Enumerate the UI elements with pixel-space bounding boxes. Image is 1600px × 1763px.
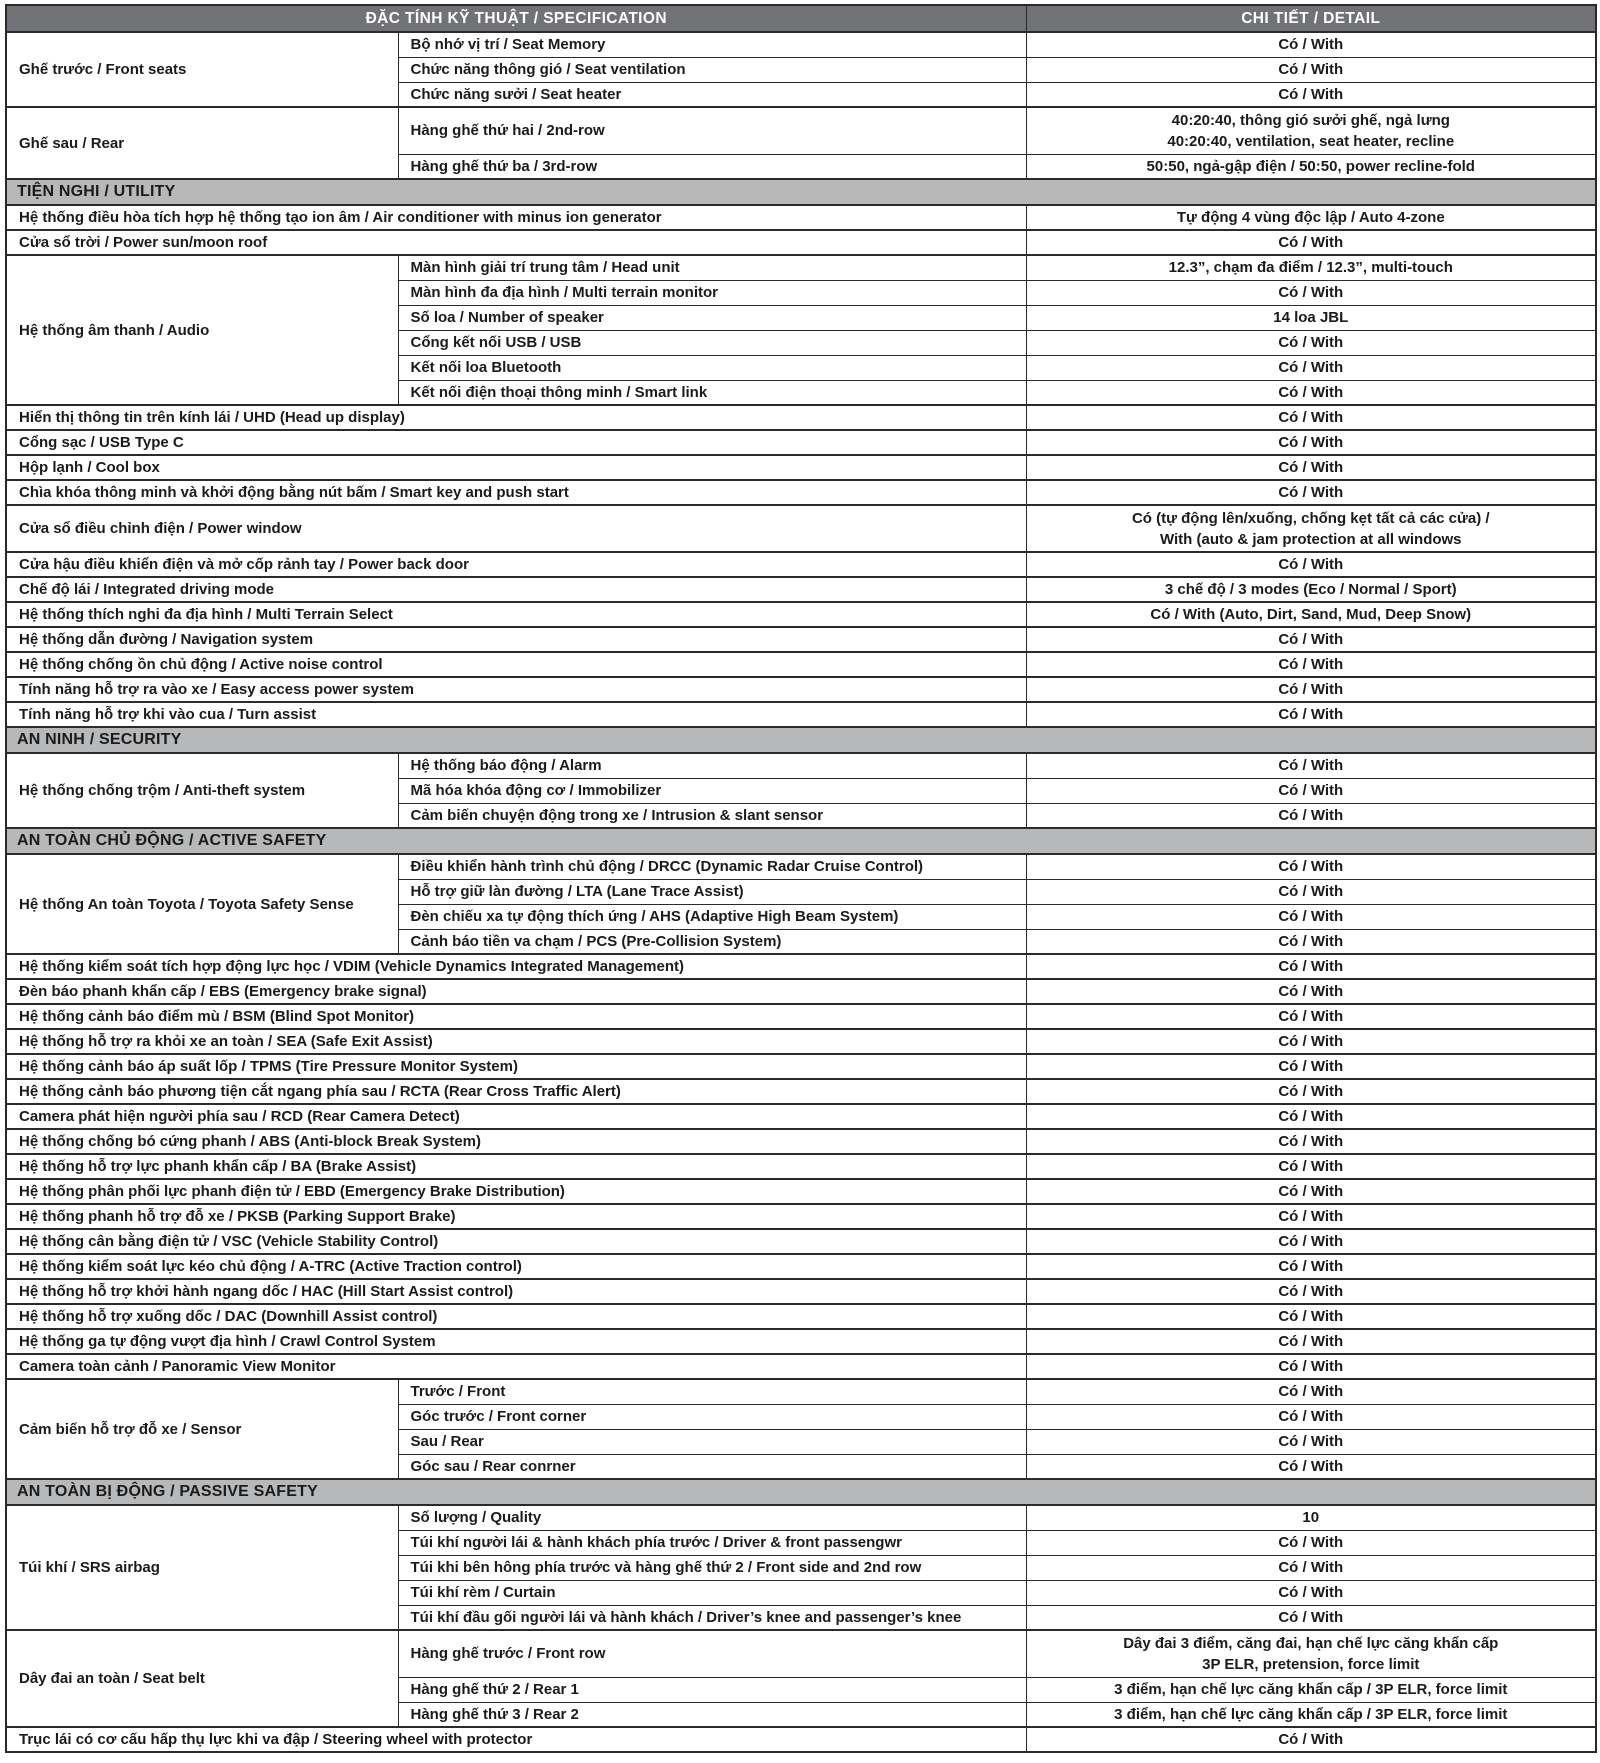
feature-item-cell: Hỗ trợ giữ làn đường / LTA (Lane Trace Assist)	[398, 879, 1026, 904]
table-row	[6, 430, 1596, 455]
detail-line: Có / With	[1278, 459, 1344, 476]
feature-item-cell: Kết nối loa Bluetooth	[398, 355, 1026, 380]
detail-cell	[1026, 979, 1596, 1004]
table-row	[6, 255, 1596, 280]
detail-cell	[1026, 1505, 1596, 1530]
table-row	[6, 107, 1596, 154]
detail-cell	[1026, 82, 1596, 107]
feature-label-cell: Trục lái có cơ cấu hấp thụ lực khi va đập / Steering wheel with protector	[6, 1727, 1026, 1752]
detail-cell	[1026, 1677, 1596, 1702]
detail-cell	[1026, 1530, 1596, 1555]
detail-cell	[1026, 32, 1596, 57]
feature-label-cell: Hệ thống kiểm soát lực kéo chủ động / A-TRC (Active Traction control)	[6, 1254, 1026, 1279]
detail-cell	[1026, 1204, 1596, 1229]
detail-line: Có / With	[1278, 359, 1344, 376]
detail-line: Có / With	[1278, 908, 1344, 925]
detail-line: Có / With	[1278, 284, 1344, 301]
detail-cell	[1026, 1279, 1596, 1304]
table-row	[6, 954, 1596, 979]
feature-label-cell: Hệ thống phanh hỗ trợ đỗ xe / PKSB (Parking Support Brake)	[6, 1204, 1026, 1229]
table-row	[6, 455, 1596, 480]
section-title: AN NINH / SECURITY	[6, 727, 1596, 753]
feature-item-cell: Số lượng / Quality	[398, 1505, 1026, 1530]
detail-cell	[1026, 1379, 1596, 1404]
feature-label-cell: Hộp lạnh / Cool box	[6, 455, 1026, 480]
detail-line: 14 loa JBL	[1273, 309, 1349, 326]
detail-cell	[1026, 205, 1596, 230]
detail-cell	[1026, 230, 1596, 255]
table-row	[6, 753, 1596, 778]
feature-item-cell: Chức năng sưởi / Seat heater	[398, 82, 1026, 107]
feature-item-cell: Màn hình giải trí trung tâm / Head unit	[398, 255, 1026, 280]
detail-line: Có / With	[1278, 409, 1344, 426]
table-row	[6, 1054, 1596, 1079]
table-row	[6, 1505, 1596, 1530]
detail-line: Có / With	[1278, 806, 1344, 824]
detail-cell	[1026, 107, 1596, 154]
feature-label-cell: Hệ thống cảnh báo phương tiện cắt ngang phía sau / RCTA (Rear Cross Traffic Alert)	[6, 1079, 1026, 1104]
detail-line: Có / With	[1278, 631, 1344, 648]
table-row	[6, 1229, 1596, 1254]
detail-cell	[1026, 505, 1596, 552]
table-body	[6, 32, 1596, 1752]
feature-label-cell: Đèn báo phanh khẩn cấp / EBS (Emergency brake signal)	[6, 979, 1026, 1004]
table-row	[6, 230, 1596, 255]
detail-cell	[1026, 1129, 1596, 1154]
feature-label-cell: Chế độ lái / Integrated driving mode	[6, 577, 1026, 602]
table-row	[6, 1029, 1596, 1054]
feature-group-cell: Hệ thống An toàn Toyota / Toyota Safety Sense	[6, 854, 398, 954]
feature-item-cell: Hàng ghế thứ 3 / Rear 2	[398, 1702, 1026, 1727]
specification-table	[5, 4, 1597, 1753]
feature-label-cell: Hệ thống chống ồn chủ động / Active noise control	[6, 652, 1026, 677]
detail-cell	[1026, 1004, 1596, 1029]
table-row	[6, 1329, 1596, 1354]
detail-cell	[1026, 627, 1596, 652]
detail-cell	[1026, 1304, 1596, 1329]
table-row	[6, 1379, 1596, 1404]
detail-cell	[1026, 1404, 1596, 1429]
detail-line: Có / With (Auto, Dirt, Sand, Mud, Deep Snow)	[1150, 606, 1472, 623]
detail-cell	[1026, 1429, 1596, 1454]
detail-cell	[1026, 1329, 1596, 1354]
detail-line: 3 điểm, hạn chế lực căng khẩn cấp / 3P ELR, force limit	[1114, 1681, 1508, 1698]
table-row	[6, 1104, 1596, 1129]
detail-cell	[1026, 280, 1596, 305]
feature-item-cell: Cổng kết nối USB / USB	[398, 330, 1026, 355]
feature-label-cell: Hệ thống hỗ trợ ra khỏi xe an toàn / SEA (Safe Exit Assist)	[6, 1029, 1026, 1054]
feature-group-cell: Ghế sau / Rear	[6, 107, 398, 179]
detail-cell	[1026, 552, 1596, 577]
table-row	[6, 627, 1596, 652]
detail-line: Có / With	[1278, 234, 1344, 251]
detail-line: Có / With	[1278, 1584, 1344, 1601]
detail-line: Có / With	[1278, 1208, 1344, 1225]
feature-label-cell: Hệ thống dẫn đường / Navigation system	[6, 627, 1026, 652]
table-row	[6, 979, 1596, 1004]
detail-cell	[1026, 1580, 1596, 1605]
detail-cell	[1026, 1054, 1596, 1079]
feature-label-cell: Cửa hậu điều khiển điện và mở cốp rảnh tay / Power back door	[6, 552, 1026, 577]
detail-line: Có / With	[1278, 434, 1344, 451]
detail-line: 12.3”, chạm đa điểm / 12.3”, multi-touch	[1168, 259, 1453, 277]
feature-item-cell: Kết nối điện thoại thông minh / Smart link	[398, 380, 1026, 405]
detail-cell	[1026, 1354, 1596, 1379]
feature-label-cell: Hệ thống cảnh báo áp suất lốp / TPMS (Tire Pressure Monitor System)	[6, 1054, 1026, 1079]
detail-line: Có / With	[1278, 1083, 1344, 1100]
detail-line: Có / With	[1278, 556, 1344, 573]
detail-cell	[1026, 929, 1596, 954]
detail-cell	[1026, 1254, 1596, 1279]
detail-cell	[1026, 455, 1596, 480]
detail-line: 10	[1302, 1509, 1320, 1527]
detail-line: Có / With	[1278, 1731, 1344, 1748]
table-row	[6, 1204, 1596, 1229]
feature-group-cell: Dây đai an toàn / Seat belt	[6, 1630, 398, 1727]
detail-line: Có / With	[1278, 983, 1344, 1000]
detail-cell	[1026, 255, 1596, 280]
detail-line: Có / With	[1278, 1283, 1344, 1300]
detail-line: Có / With	[1278, 1158, 1344, 1175]
detail-cell	[1026, 677, 1596, 702]
detail-line: Có / With	[1278, 858, 1344, 876]
detail-line: 40:20:40, ventilation, seat heater, recline	[1167, 132, 1455, 150]
detail-line: Có / With	[1278, 1308, 1344, 1325]
detail-line: 50:50, ngả-gập điện / 50:50, power recline-fold	[1146, 157, 1475, 175]
detail-cell	[1026, 879, 1596, 904]
feature-item-cell: Túi khí đầu gối người lái và hành khách / Driver’s knee and passenger’s knee	[398, 1605, 1026, 1630]
spec-header-cell: ĐẶC TÍNH KỸ THUẬT / SPECIFICATION	[6, 5, 1026, 32]
feature-label-cell: Cửa sổ điều chỉnh điện / Power window	[6, 505, 1026, 552]
detail-line: With (auto & jam protection at all windows	[1159, 530, 1462, 548]
feature-label-cell: Hệ thống hỗ trợ xuống dốc / DAC (Downhill Assist control)	[6, 1304, 1026, 1329]
detail-line: Có / With	[1278, 883, 1344, 900]
detail-cell	[1026, 154, 1596, 179]
table-header	[6, 5, 1596, 32]
feature-label-cell: Hệ thống điều hòa tích hợp hệ thống tạo ion âm / Air conditioner with minus ion generator	[6, 205, 1026, 230]
table-row	[6, 1179, 1596, 1204]
feature-label-cell: Hệ thống chống bó cứng phanh / ABS (Anti-block Break System)	[6, 1129, 1026, 1154]
feature-label-cell: Hệ thống phân phối lực phanh điện tử / EBD (Emergency Brake Distribution)	[6, 1179, 1026, 1204]
feature-label-cell: Hệ thống kiểm soát tích hợp động lực học / VDIM (Vehicle Dynamics Integrated Management)	[6, 954, 1026, 979]
detail-cell	[1026, 355, 1596, 380]
feature-item-cell: Hệ thống báo động / Alarm	[398, 753, 1026, 778]
feature-item-cell: Mã hóa khóa động cơ / Immobilizer	[398, 778, 1026, 803]
table-row	[6, 702, 1596, 727]
detail-cell	[1026, 1179, 1596, 1204]
detail-line: Có / With	[1278, 1608, 1344, 1626]
detail-cell	[1026, 1079, 1596, 1104]
section-title: AN TOÀN BỊ ĐỘNG / PASSIVE SAFETY	[6, 1479, 1596, 1505]
detail-line: 40:20:40, thông gió sưởi ghế, ngả lưng	[1171, 111, 1450, 129]
section-row	[6, 179, 1596, 205]
table-row	[6, 552, 1596, 577]
table-row	[6, 1154, 1596, 1179]
table-row	[6, 405, 1596, 430]
feature-item-cell: Cảm biến chuyện động trong xe / Intrusion & slant sensor	[398, 803, 1026, 828]
table-row	[6, 677, 1596, 702]
detail-line: Có / With	[1278, 383, 1344, 401]
detail-line: Tự động 4 vùng độc lập / Auto 4-zone	[1176, 209, 1445, 226]
feature-label-cell: Cửa sổ trời / Power sun/moon roof	[6, 230, 1026, 255]
feature-group-cell: Ghế trước / Front seats	[6, 32, 398, 107]
detail-line: Có / With	[1278, 334, 1344, 351]
detail-cell	[1026, 480, 1596, 505]
feature-item-cell: Màn hình đa địa hình / Multi terrain monitor	[398, 280, 1026, 305]
table-row	[6, 602, 1596, 627]
feature-label-cell: Hệ thống ga tự động vượt địa hình / Crawl Control System	[6, 1329, 1026, 1354]
detail-cell	[1026, 1605, 1596, 1630]
feature-item-cell: Cảnh báo tiền va chạm / PCS (Pre-Collision System)	[398, 929, 1026, 954]
detail-cell	[1026, 803, 1596, 828]
detail-line: 3 điểm, hạn chế lực căng khẩn cấp / 3P ELR, force limit	[1114, 1705, 1508, 1723]
feature-label-cell: Hệ thống cảnh báo điểm mù / BSM (Blind Spot Monitor)	[6, 1004, 1026, 1029]
detail-line: Có / With	[1278, 1534, 1344, 1551]
detail-cell	[1026, 57, 1596, 82]
table-row	[6, 32, 1596, 57]
table-row	[6, 577, 1596, 602]
feature-label-cell: Chìa khóa thông minh và khởi động bằng nút bấm / Smart key and push start	[6, 480, 1026, 505]
table-row	[6, 1354, 1596, 1379]
detail-cell	[1026, 904, 1596, 929]
detail-line: Có / With	[1278, 36, 1344, 54]
feature-label-cell: Hệ thống cân bằng điện tử / VSC (Vehicle Stability Control)	[6, 1229, 1026, 1254]
feature-item-cell: Túi khi bên hông phía trước và hàng ghế thứ 2 / Front side and 2nd row	[398, 1555, 1026, 1580]
detail-line: Có (tự động lên/xuống, chống kẹt tất cả các cửa) /	[1131, 509, 1490, 527]
feature-label-cell: Camera phát hiện người phía sau / RCD (Rear Camera Detect)	[6, 1104, 1026, 1129]
feature-label-cell: Hệ thống hỗ trợ khởi hành ngang dốc / HAC (Hill Start Assist control)	[6, 1279, 1026, 1304]
detail-cell	[1026, 1454, 1596, 1479]
feature-group-cell: Túi khí / SRS airbag	[6, 1505, 398, 1630]
feature-item-cell: Đèn chiếu xa tự động thích ứng / AHS (Adaptive High Beam System)	[398, 904, 1026, 929]
detail-cell	[1026, 430, 1596, 455]
table-row	[6, 652, 1596, 677]
detail-line: Có / With	[1278, 1033, 1344, 1050]
detail-cell	[1026, 330, 1596, 355]
feature-item-cell: Điều khiển hành trình chủ động / DRCC (Dynamic Radar Cruise Control)	[398, 854, 1026, 879]
feature-item-cell: Góc trước / Front corner	[398, 1404, 1026, 1429]
detail-cell	[1026, 577, 1596, 602]
detail-line: Có / With	[1278, 1383, 1344, 1401]
detail-cell	[1026, 1154, 1596, 1179]
detail-line: Có / With	[1278, 1433, 1344, 1450]
detail-cell	[1026, 305, 1596, 330]
detail-line: Có / With	[1278, 757, 1344, 775]
detail-cell	[1026, 380, 1596, 405]
feature-item-cell: Hàng ghế thứ ba / 3rd-row	[398, 154, 1026, 179]
feature-item-cell: Chức năng thông gió / Seat ventilation	[398, 57, 1026, 82]
detail-line: Có / With	[1278, 1408, 1344, 1425]
feature-item-cell: Bộ nhớ vị trí / Seat Memory	[398, 32, 1026, 57]
detail-cell	[1026, 702, 1596, 727]
detail-cell	[1026, 854, 1596, 879]
detail-cell	[1026, 1104, 1596, 1129]
table-row	[6, 1079, 1596, 1104]
detail-cell	[1026, 778, 1596, 803]
detail-cell	[1026, 1702, 1596, 1727]
detail-cell	[1026, 1029, 1596, 1054]
feature-group-cell: Cảm biến hỗ trợ đỗ xe / Sensor	[6, 1379, 398, 1479]
header-row	[6, 5, 1596, 32]
detail-line: Có / With	[1278, 1358, 1344, 1375]
detail-line: Có / With	[1278, 1008, 1344, 1025]
detail-cell	[1026, 1727, 1596, 1752]
detail-line: Có / With	[1278, 932, 1344, 950]
feature-group-cell: Hệ thống chống trộm / Anti-theft system	[6, 753, 398, 828]
feature-item-cell: Góc sau / Rear conrner	[398, 1454, 1026, 1479]
detail-cell	[1026, 652, 1596, 677]
detail-line: Có / With	[1278, 1233, 1344, 1250]
detail-cell	[1026, 1630, 1596, 1677]
section-title: AN TOÀN CHỦ ĐỘNG / ACTIVE SAFETY	[6, 828, 1596, 854]
feature-item-cell: Trước / Front	[398, 1379, 1026, 1404]
table-row	[6, 1727, 1596, 1752]
detail-line: Có / With	[1278, 1559, 1344, 1576]
detail-line: Có / With	[1278, 85, 1344, 103]
section-row	[6, 727, 1596, 753]
detail-header-cell: CHI TIẾT / DETAIL	[1026, 5, 1596, 32]
detail-line: 3 chế độ / 3 modes (Eco / Normal / Sport)	[1164, 581, 1457, 598]
detail-cell	[1026, 1555, 1596, 1580]
detail-line: Có / With	[1278, 1457, 1344, 1475]
detail-line: Có / With	[1278, 1133, 1344, 1150]
feature-label-cell: Hiển thị thông tin trên kính lái / UHD (Head up display)	[6, 405, 1026, 430]
table-row	[6, 1304, 1596, 1329]
detail-cell	[1026, 753, 1596, 778]
detail-line: Có / With	[1278, 681, 1344, 698]
detail-cell	[1026, 1229, 1596, 1254]
feature-item-cell: Sau / Rear	[398, 1429, 1026, 1454]
feature-label-cell: Hệ thống thích nghi đa địa hình / Multi Terrain Select	[6, 602, 1026, 627]
feature-item-cell: Túi khí rèm / Curtain	[398, 1580, 1026, 1605]
detail-line: Có / With	[1278, 1183, 1344, 1200]
table-row	[6, 1254, 1596, 1279]
table-row	[6, 480, 1596, 505]
feature-item-cell: Hàng ghế thứ 2 / Rear 1	[398, 1677, 1026, 1702]
feature-label-cell: Hệ thống hỗ trợ lực phanh khẩn cấp / BA (Brake Assist)	[6, 1154, 1026, 1179]
detail-line: Có / With	[1278, 1058, 1344, 1075]
detail-cell	[1026, 602, 1596, 627]
detail-cell	[1026, 954, 1596, 979]
feature-item-cell: Hàng ghế trước / Front row	[398, 1630, 1026, 1677]
table-row	[6, 854, 1596, 879]
feature-item-cell: Số loa / Number of speaker	[398, 305, 1026, 330]
feature-item-cell: Hàng ghế thứ hai / 2nd-row	[398, 107, 1026, 154]
feature-label-cell: Tính năng hỗ trợ ra vào xe / Easy access power system	[6, 677, 1026, 702]
detail-line: Có / With	[1278, 782, 1344, 799]
feature-item-cell: Túi khí người lái & hành khách phía trước / Driver & front passengwr	[398, 1530, 1026, 1555]
detail-line: Có / With	[1278, 706, 1344, 723]
table-row	[6, 1279, 1596, 1304]
detail-line: 3P ELR, pretension, force limit	[1202, 1655, 1420, 1673]
table-row	[6, 1129, 1596, 1154]
table-row	[6, 1004, 1596, 1029]
section-row	[6, 1479, 1596, 1505]
detail-line: Dây đai 3 điểm, căng đai, hạn chế lực căng khẩn cấp	[1123, 1634, 1499, 1652]
detail-line: Có / With	[1278, 958, 1344, 975]
detail-line: Có / With	[1278, 1108, 1344, 1125]
section-row	[6, 828, 1596, 854]
detail-line: Có / With	[1278, 61, 1344, 78]
detail-line: Có / With	[1278, 1333, 1344, 1350]
feature-group-cell: Hệ thống âm thanh / Audio	[6, 255, 398, 405]
feature-label-cell: Camera toàn cảnh / Panoramic View Monitor	[6, 1354, 1026, 1379]
detail-line: Có / With	[1278, 656, 1344, 673]
table-row	[6, 505, 1596, 552]
table-row	[6, 1630, 1596, 1677]
detail-line: Có / With	[1278, 1258, 1344, 1275]
feature-label-cell: Tính năng hỗ trợ khi vào cua / Turn assist	[6, 702, 1026, 727]
detail-line: Có / With	[1278, 484, 1344, 501]
detail-cell	[1026, 405, 1596, 430]
feature-label-cell: Cổng sạc / USB Type C	[6, 430, 1026, 455]
section-title: TIỆN NGHI / UTILITY	[6, 179, 1596, 205]
table-row	[6, 205, 1596, 230]
